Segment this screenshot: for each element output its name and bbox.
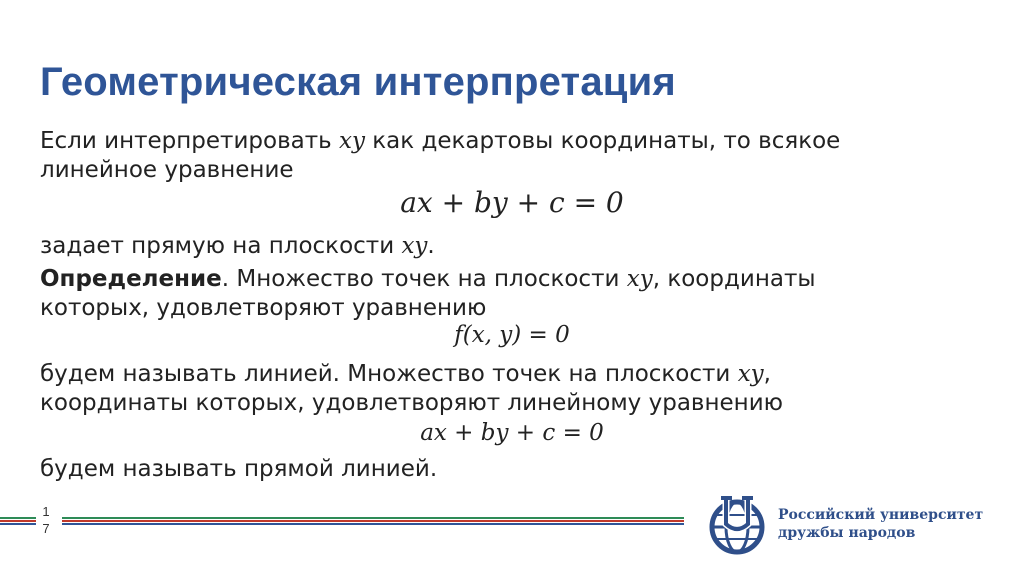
formula-function: f(x, y) = 0 bbox=[454, 322, 570, 348]
paragraph-line-definition: будем называть линией. Множество точек на плоскости xy, координаты которых, удовлетворяют линейному уравнению bbox=[40, 361, 783, 416]
var-xy: xy bbox=[737, 361, 764, 387]
rudn-globe-logo-icon bbox=[706, 494, 768, 556]
formula-linear-equation: ax + by + c = 0 bbox=[400, 186, 624, 219]
var-xy: xy bbox=[401, 233, 428, 259]
rudn-logo-text: Российский университет дружбы народов bbox=[778, 507, 984, 541]
paragraph-straight-line: будем называть прямой линией. bbox=[40, 456, 438, 482]
paragraph-intro: Если интерпретировать xy как декартовы координаты, то всякое линейное уравнение bbox=[40, 128, 841, 183]
formula-linear-equation-small: ax + by + c = 0 bbox=[420, 420, 604, 446]
footer-stripe-red bbox=[62, 520, 684, 522]
footer-stripe-left-blue bbox=[0, 523, 36, 525]
footer-stripe-left-red bbox=[0, 520, 36, 522]
var-xy: xy bbox=[626, 266, 653, 292]
footer-stripe-green bbox=[62, 517, 684, 519]
footer-stripe-blue bbox=[62, 523, 684, 525]
var-xy: xy bbox=[339, 128, 365, 154]
footer-stripe-left-green bbox=[0, 517, 36, 519]
page-number: 1 7 bbox=[42, 504, 50, 536]
paragraph-line-plane: задает прямую на плоскости xy. bbox=[40, 233, 435, 259]
paragraph-definition: Определение. Множество точек на плоскости xy, координаты которых, удовлетворяют уравнению bbox=[40, 266, 816, 321]
slide-title: Геометрическая интерпретация bbox=[40, 60, 676, 104]
definition-term: Определение bbox=[40, 266, 222, 292]
